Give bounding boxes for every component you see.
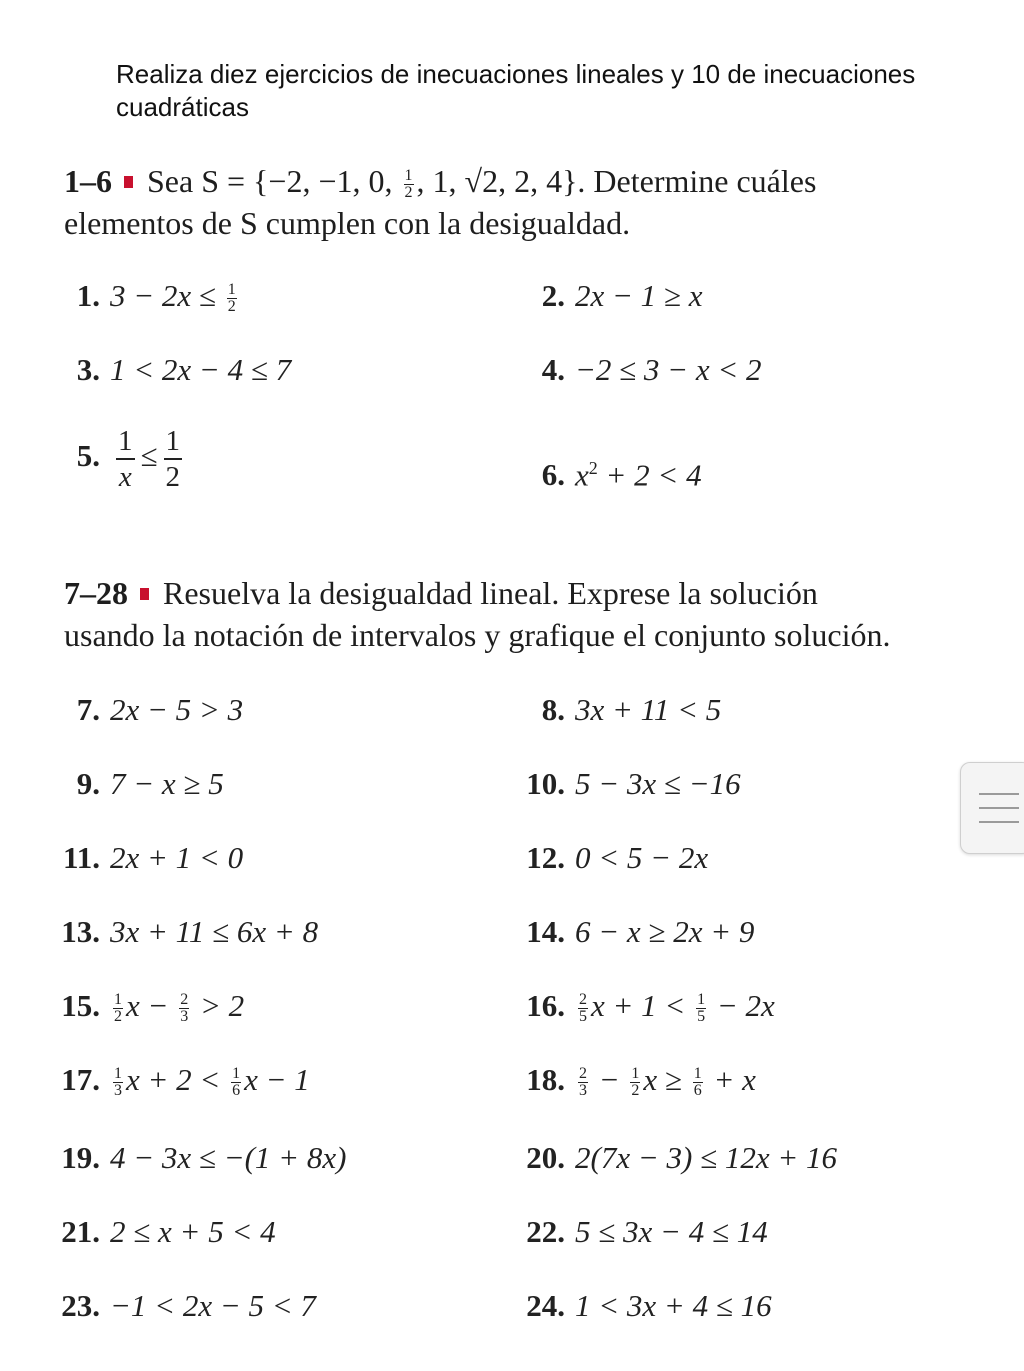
problem-9: 9. 7 − x ≥ 5	[76, 766, 224, 801]
problem-18: 18. $\frac{2}{3}$ − $\frac{1}{2}$ x ≥ $\frac{1}{6}$ + x	[526, 1062, 756, 1100]
problem-7: 7. 2x − 5 > 3	[76, 692, 244, 727]
problem-10: 10. 5 − 3x ≤ −16	[526, 766, 741, 801]
problem-24: 24. 1 < 3x + 4 ≤ 16	[526, 1288, 772, 1323]
problem-2: 2. 2x − 1 ≥ x	[541, 278, 703, 313]
problem-20: 20. 2(7x − 3) ≤ 12x + 16	[526, 1140, 838, 1175]
problem-12: 12. 0 < 5 − 2x	[526, 840, 709, 875]
problem-19: 19. 4 − 3x ≤ −(1 + 8x)	[61, 1140, 347, 1175]
problem-22: 22. 5 ≤ 3x − 4 ≤ 14	[526, 1214, 768, 1249]
section-1-6-heading	[64, 160, 984, 244]
problem-16: 16. $\frac{2}{5}$ x + 1 < $\frac{1}{5}$ − 2x	[526, 988, 775, 1026]
instruction-text: Realiza diez ejercicios de inecuaciones lineales y 10 de inecuaciones cuadráticas	[116, 59, 916, 122]
bullet-icon	[124, 176, 133, 188]
problem-21: 21. 2 ≤ x + 5 < 4	[61, 1214, 276, 1249]
side-panel-handle[interactable]	[960, 762, 1024, 854]
section-range: 7–28	[64, 575, 128, 611]
section-range: 1–6	[64, 163, 112, 199]
problem-11: 11. 2x + 1 < 0	[62, 840, 244, 875]
problem-8: 8. 3x + 11 < 5	[541, 692, 722, 727]
problem-23: 23. −1 < 2x − 5 < 7	[61, 1288, 316, 1323]
problem-5: 5. $\frac{1}{x}$ ≤ $\frac{1}{2}$	[76, 425, 181, 493]
fraction-half: $\frac{1}{2}$	[404, 167, 413, 202]
problem-15: 15. $\frac{1}{2}$ x − $\frac{2}{3}$ > 2	[61, 988, 245, 1026]
problem-1: 1. 3 − 2x ≤ $\frac{1}{2}$	[76, 278, 236, 316]
section-text-line2: elementos de S cumplen con la desigualdad.	[64, 205, 631, 241]
bullet-icon	[140, 588, 149, 600]
section-text-after: , 1, √2, 2, 4}. Determine cuáles	[416, 163, 817, 199]
problem-17: 17. $\frac{1}{3}$ x + 2 < $\frac{1}{6}$ x − 1	[61, 1062, 310, 1100]
problem-4: 4. −2 ≤ 3 − x < 2	[541, 352, 762, 387]
problem-3: 3. 1 < 2x − 4 ≤ 7	[76, 352, 292, 387]
section-text: Sea S = {−2, −1, 0,	[147, 163, 401, 199]
problem-13: 13. 3x + 11 ≤ 6x + 8	[61, 914, 319, 949]
section-text: Resuelva la desigualdad lineal. Exprese la solución	[163, 575, 818, 611]
section-7-28-heading	[64, 572, 984, 656]
problem-6: 6. $x^2 + 2 < 4$	[541, 457, 702, 493]
problem-14: 14. 6 − x ≥ 2x + 9	[526, 914, 755, 949]
section-text-line2: usando la notación de intervalos y grafique el conjunto solución.	[64, 617, 891, 653]
